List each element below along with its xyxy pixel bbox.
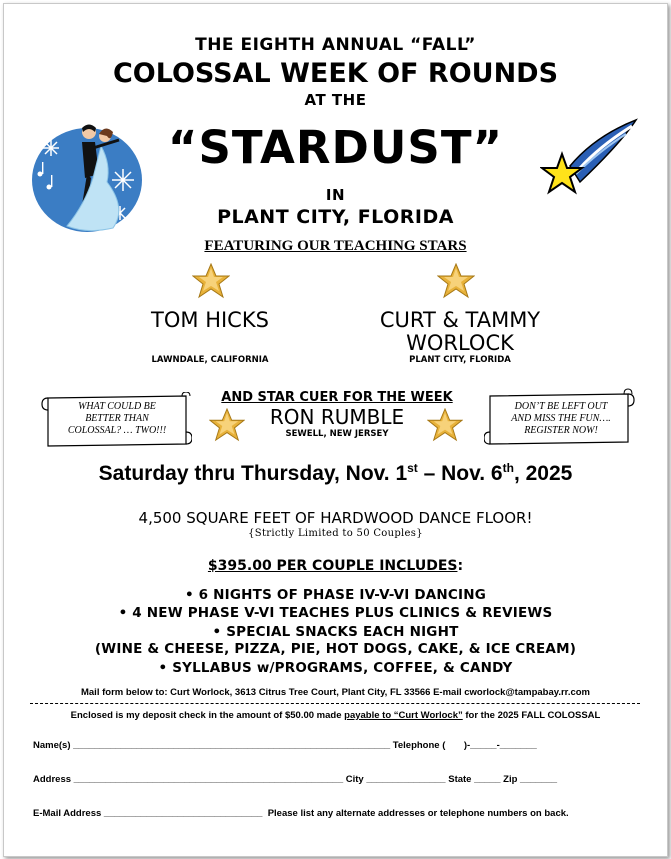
event-title: COLOSSAL WEEK OF ROUNDS bbox=[112, 58, 559, 89]
email-field[interactable]: E-Mail Address ______________________________ Please list any alternate addresses or telephone numbers on back. bbox=[33, 808, 569, 819]
left-scroll-line2: BETTER THAN bbox=[85, 413, 149, 424]
right-scroll-line3: REGISTER NOW! bbox=[524, 425, 598, 436]
price-colon: : bbox=[457, 558, 464, 574]
couples-limit-text: {Strictly Limited to 50 Couples} bbox=[248, 528, 423, 539]
teacher-name-worlock-line2: WORLOCK bbox=[406, 331, 514, 355]
dance-floor-text: 4,500 SQUARE FEET OF HARDWOOD DANCE FLOOR! bbox=[138, 509, 533, 527]
cuer-name: RON RUMBLE bbox=[269, 405, 405, 429]
event-dates bbox=[0, 461, 671, 486]
price-heading bbox=[0, 558, 671, 574]
cut-line-divider bbox=[30, 703, 640, 704]
list-item: • 6 NIGHTS OF PHASE IV-V-VI DANCING bbox=[184, 587, 487, 603]
gold-star-icon bbox=[427, 408, 463, 442]
dates-middle: – Nov. 6 bbox=[417, 462, 503, 485]
left-scroll-line3: COLOSSAL? … TWO!!! bbox=[67, 425, 167, 436]
dates-sup-end: th bbox=[502, 461, 514, 475]
deposit-statement bbox=[0, 710, 671, 721]
gold-star-icon bbox=[192, 263, 230, 299]
dates-prefix: Saturday thru Thursday, Nov. 1 bbox=[98, 462, 408, 485]
teacher-name-worlock-line1: CURT & TAMMY bbox=[379, 308, 541, 332]
star-cuer-heading: AND STAR CUER FOR THE WEEK bbox=[221, 390, 453, 405]
right-scroll-line2: AND MISS THE FUN…. bbox=[511, 413, 611, 424]
list-item: • 4 NEW PHASE V-VI TEACHES PLUS CLINICS & REVIEWS bbox=[118, 605, 553, 621]
dates-suffix: , 2025 bbox=[513, 462, 573, 485]
name-telephone-field[interactable]: Name(s) ____________________________________________________________ Telephone ( )-_____-_______ bbox=[33, 740, 537, 751]
shooting-star-icon bbox=[540, 116, 640, 202]
mail-instructions: Mail form below to: Curt Worlock, 3613 Citrus Tree Court, Plant City, FL 33566 E-mail cworlock@tampabay.rr.com bbox=[80, 687, 591, 698]
dancing-couple-icon bbox=[27, 112, 145, 237]
list-item: • SPECIAL SNACKS EACH NIGHT bbox=[212, 624, 459, 640]
deposit-text-end: for the 2025 FALL COLOSSAL bbox=[462, 710, 601, 721]
city-heading: PLANT CITY, FLORIDA bbox=[217, 206, 454, 228]
payable-to-text: payable to “Curt Worlock” bbox=[344, 710, 463, 721]
featuring-heading: FEATURING OUR TEACHING STARS bbox=[204, 238, 467, 254]
price-label: $395.00 PER COUPLE INCLUDES bbox=[207, 558, 458, 574]
teacher-location: LAWNDALE, CALIFORNIA bbox=[151, 355, 269, 365]
cuer-location: SEWELL, NEW JERSEY bbox=[285, 429, 389, 439]
list-item: • SYLLABUS w/PROGRAMS, COFFEE, & CANDY bbox=[158, 660, 513, 676]
deposit-text: Enclosed is my deposit check in the amount of $50.00 made bbox=[70, 710, 345, 721]
gold-star-icon bbox=[437, 263, 475, 299]
in-text: IN bbox=[325, 186, 346, 204]
teacher-name-tom-hicks: TOM HICKS bbox=[151, 308, 269, 332]
dates-sup-start: st bbox=[407, 461, 418, 475]
teacher-location: PLANT CITY, FLORIDA bbox=[409, 355, 511, 365]
event-edition-heading: THE EIGHTH ANNUAL “FALL” bbox=[195, 35, 476, 55]
list-item: (WINE & CHEESE, PIZZA, PIE, HOT DOGS, CAKE, & ICE CREAM) bbox=[94, 641, 577, 657]
address-field[interactable]: Address ___________________________________________________ City _______________ State _____ Zip _______ bbox=[33, 774, 558, 785]
at-the-text: AT THE bbox=[304, 91, 367, 109]
left-scroll-line1: WHAT COULD BE bbox=[78, 401, 156, 412]
gold-star-icon bbox=[209, 408, 245, 442]
venue-name: “STARDUST” bbox=[167, 121, 504, 174]
right-scroll-line1: DON’T BE LEFT OUT bbox=[514, 401, 608, 412]
